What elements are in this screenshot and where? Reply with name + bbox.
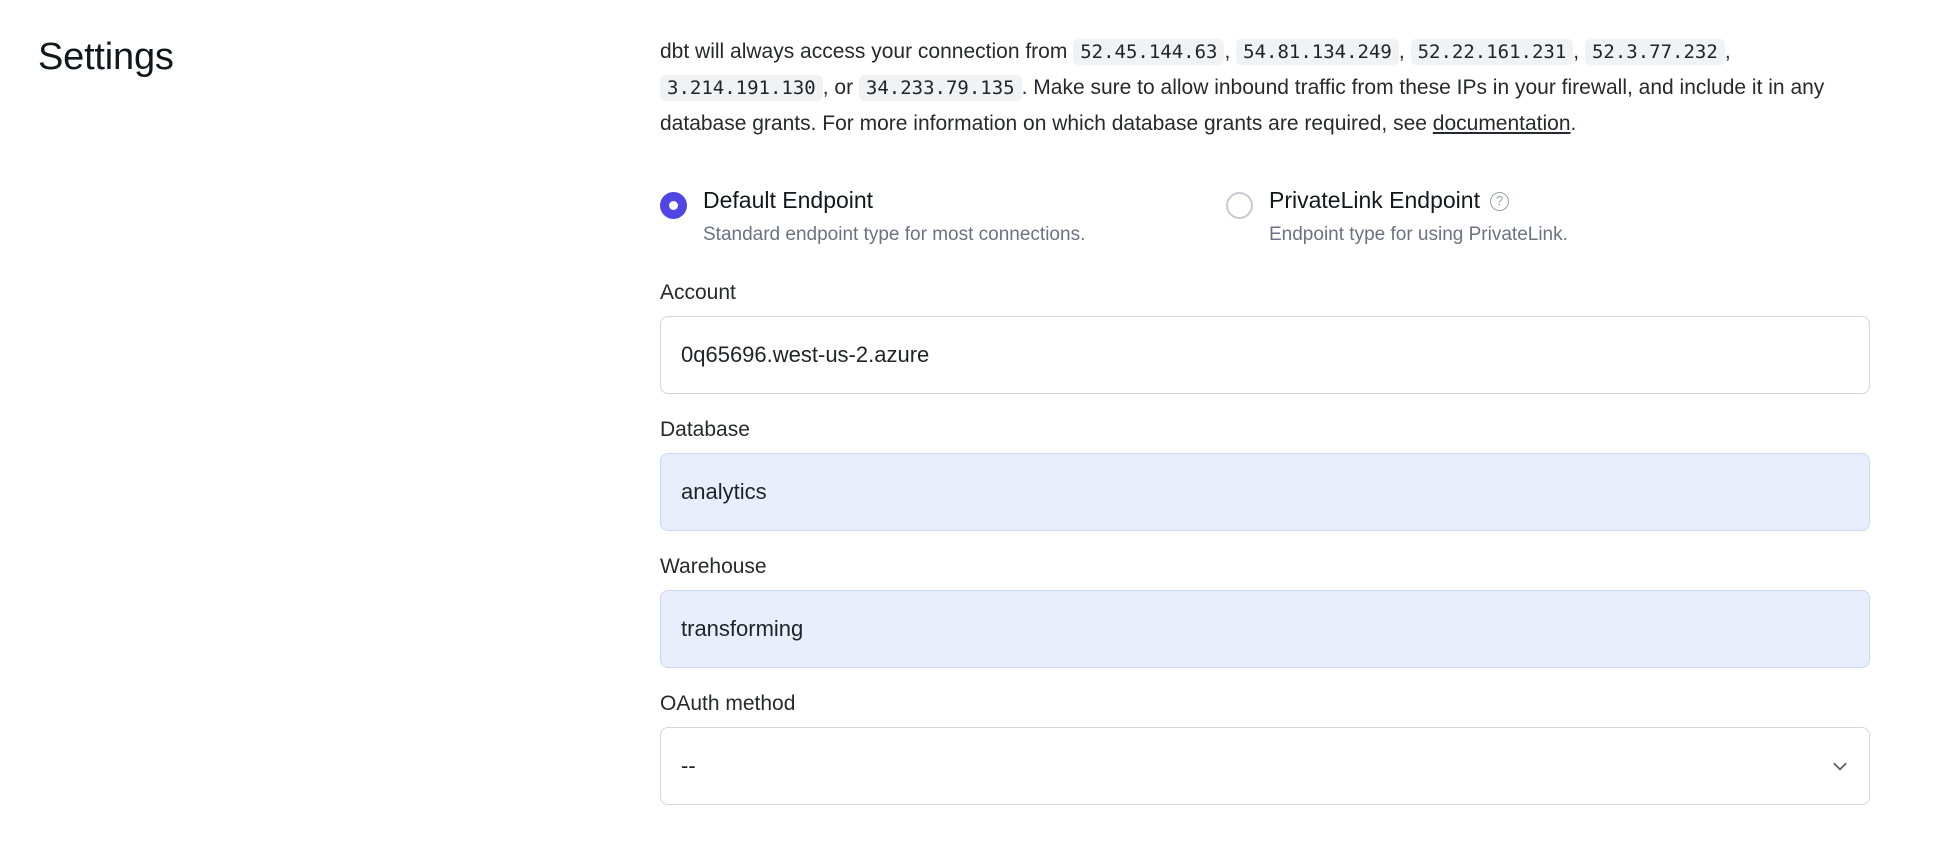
ip-sep-4: , xyxy=(1724,40,1731,63)
account-label: Account xyxy=(660,281,736,304)
oauth-method-value: -- xyxy=(681,753,696,778)
radio-privatelink-endpoint-description: Endpoint type for using PrivateLink. xyxy=(1269,224,1568,245)
ip-chip-5: 3.214.191.130 xyxy=(660,75,823,101)
radio-default-endpoint-text xyxy=(703,185,1085,249)
ip-note-suffix: . Make sure to allow inbound traffic from these IPs in your firewall, and include it in any database grants. For more information on which database grants are required, see xyxy=(660,76,1825,135)
chevron-down-icon[interactable] xyxy=(1831,757,1849,775)
radio-privatelink-endpoint-text xyxy=(1269,185,1568,249)
field-database xyxy=(660,416,1886,531)
help-circle-icon[interactable]: ? xyxy=(1490,192,1509,211)
ip-chip-4: 52.3.77.232 xyxy=(1585,39,1725,65)
account-value: 0q65696.west-us-2.azure xyxy=(681,342,930,367)
radio-privatelink-endpoint-label: PrivateLink Endpoint xyxy=(1269,187,1480,213)
database-label: Database xyxy=(660,418,750,441)
oauth-method-label: OAuth method xyxy=(660,692,796,715)
oauth-method-select[interactable] xyxy=(660,727,1870,805)
ip-note-prefix: dbt will always access your connection from xyxy=(660,40,1068,63)
radio-option-privatelink-endpoint[interactable] xyxy=(1226,185,1568,249)
ip-note-period: . xyxy=(1570,112,1577,135)
radio-default-endpoint-label: Default Endpoint xyxy=(703,187,874,213)
ip-allowlist-note xyxy=(660,34,1886,141)
database-value: analytics xyxy=(681,479,767,504)
radio-default-endpoint-description: Standard endpoint type for most connections. xyxy=(703,224,1086,245)
settings-left-column xyxy=(38,34,638,80)
ip-chip-3: 52.22.161.231 xyxy=(1411,39,1574,65)
endpoint-type-radio-group xyxy=(660,185,1886,257)
page-title: Settings xyxy=(38,36,174,78)
warehouse-input[interactable] xyxy=(660,590,1870,668)
ip-chip-2: 54.81.134.249 xyxy=(1236,39,1399,65)
account-input[interactable] xyxy=(660,316,1870,394)
warehouse-label: Warehouse xyxy=(660,555,767,578)
field-warehouse xyxy=(660,553,1886,668)
field-oauth-method xyxy=(660,690,1886,805)
ip-sep-2: , xyxy=(1398,40,1405,63)
warehouse-value: transforming xyxy=(681,616,804,641)
documentation-link[interactable]: documentation xyxy=(1432,112,1571,135)
settings-form-column xyxy=(660,34,1886,805)
ip-sep-3: , xyxy=(1573,40,1580,63)
radio-privatelink-endpoint-indicator[interactable] xyxy=(1226,192,1253,219)
ip-note-or: , or xyxy=(822,76,854,99)
database-input[interactable] xyxy=(660,453,1870,531)
field-account xyxy=(660,279,1886,394)
ip-chip-6: 34.233.79.135 xyxy=(859,75,1022,101)
radio-option-default-endpoint[interactable] xyxy=(660,185,1085,249)
ip-sep-1: , xyxy=(1224,40,1231,63)
radio-default-endpoint-indicator[interactable] xyxy=(660,192,687,219)
ip-chip-1: 52.45.144.63 xyxy=(1073,39,1224,65)
